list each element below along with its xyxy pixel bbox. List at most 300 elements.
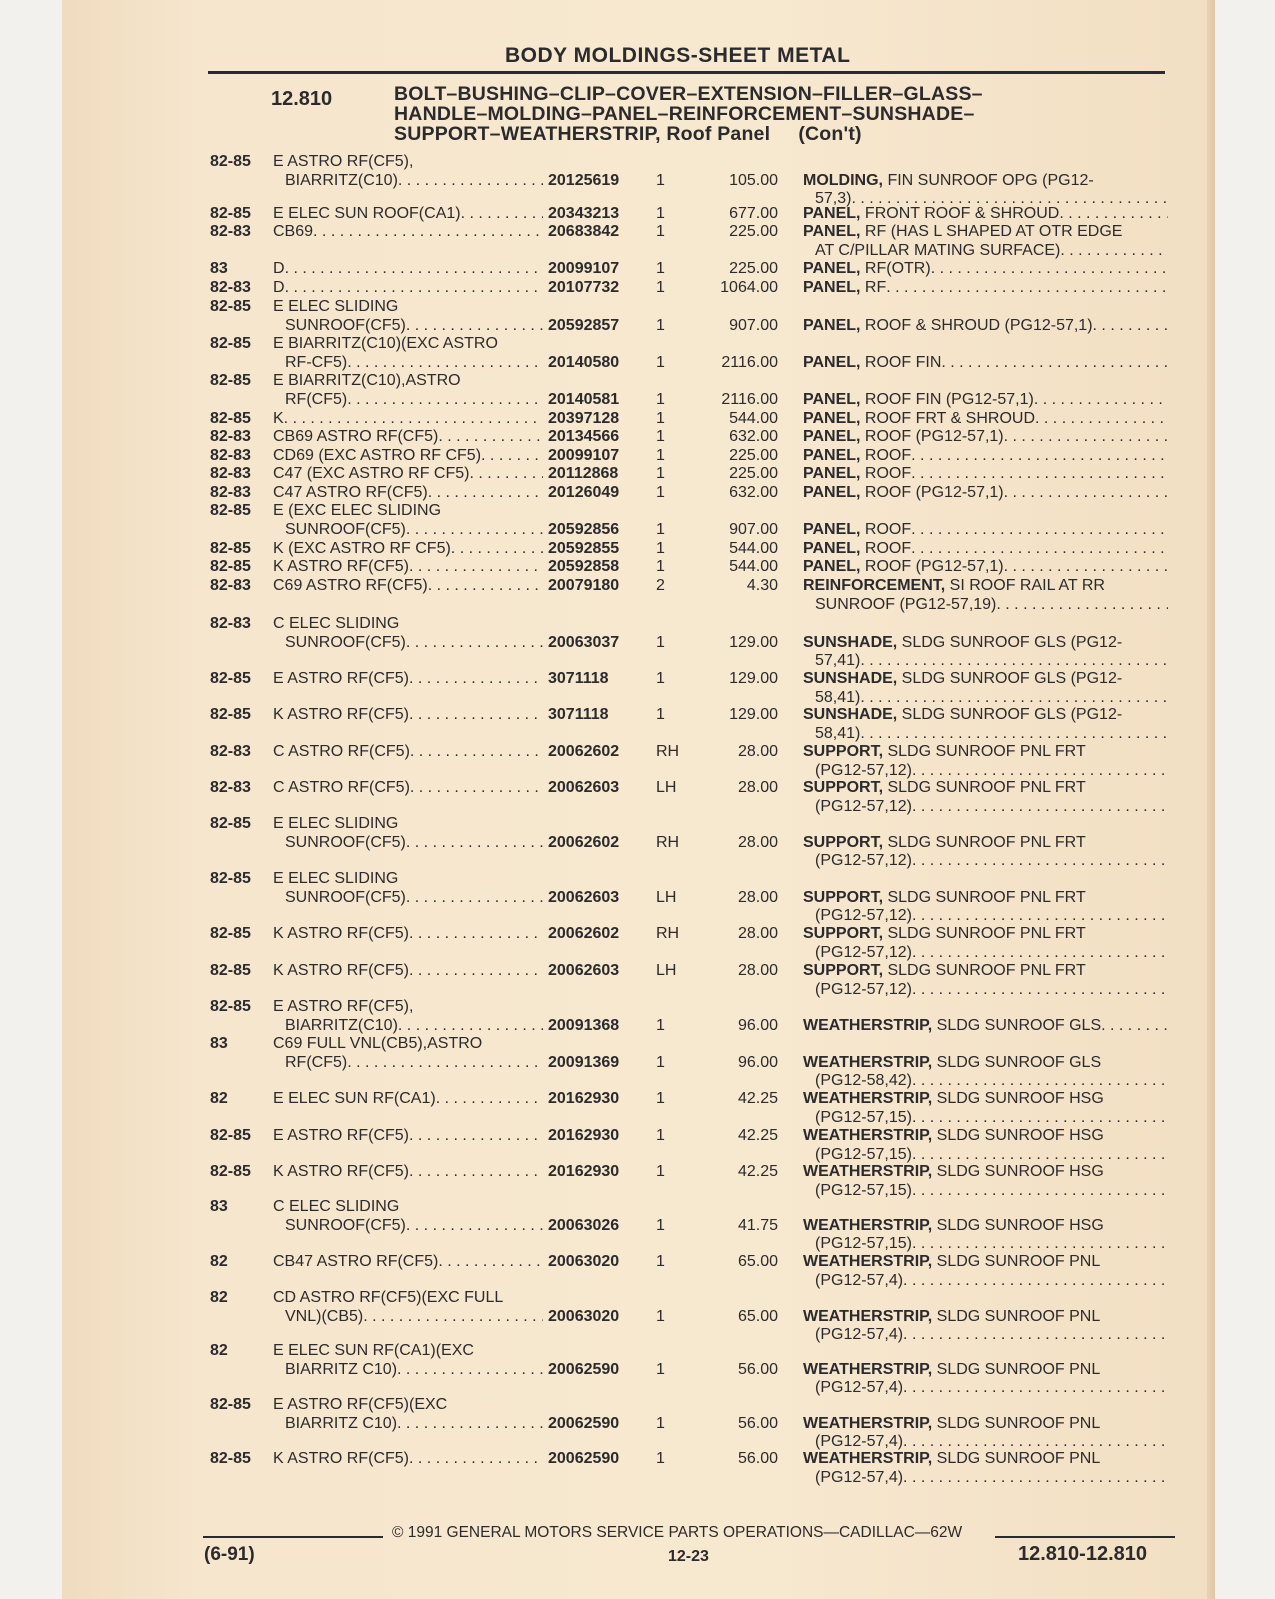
model-line: E (EXC ELEC SLIDING bbox=[273, 502, 442, 519]
model-application bbox=[273, 870, 543, 907]
quantity: RH bbox=[656, 743, 680, 760]
description-head bbox=[803, 410, 1035, 429]
description-line bbox=[803, 521, 1168, 540]
dot-leader bbox=[409, 962, 543, 981]
part-description bbox=[803, 317, 1168, 336]
model-line: C69 FULL VNL(CB5),ASTRO bbox=[273, 1035, 483, 1052]
model-text: SUNROOF(CF5) bbox=[285, 888, 406, 906]
description-text: ROOF bbox=[860, 465, 912, 482]
description-line bbox=[803, 725, 1168, 744]
description-head bbox=[803, 223, 1122, 242]
model-application bbox=[273, 372, 543, 409]
model-years: 82-83 bbox=[210, 279, 251, 296]
description-text: RF bbox=[860, 279, 887, 296]
quantity: 1 bbox=[656, 465, 665, 482]
description-text: (PG12-57,4) bbox=[815, 1271, 904, 1289]
description-line bbox=[803, 354, 1168, 373]
quantity: 1 bbox=[656, 316, 665, 334]
quantity: 1 bbox=[656, 706, 665, 723]
dot-leader bbox=[1093, 317, 1168, 336]
dot-leader bbox=[409, 1163, 543, 1182]
description-head bbox=[803, 354, 941, 373]
part-number: 20107732 bbox=[548, 279, 620, 296]
model-line bbox=[273, 1253, 543, 1272]
part-number: 3071118 bbox=[548, 706, 609, 723]
description-text: (PG12-58,42) bbox=[815, 1072, 912, 1089]
quantity: 1 bbox=[656, 1216, 665, 1234]
dot-leader bbox=[285, 260, 543, 279]
dot-leader bbox=[1060, 242, 1168, 261]
description-head bbox=[803, 577, 1105, 596]
description-text: SLDG SUNROOF GLS bbox=[932, 1053, 1102, 1071]
part-name: PANEL, bbox=[803, 223, 861, 240]
price: 1064.00 bbox=[720, 279, 778, 296]
part-number: 20592858 bbox=[548, 558, 620, 575]
dot-leader bbox=[409, 925, 543, 944]
quantity: 1 bbox=[656, 410, 665, 427]
quantity: 1 bbox=[656, 1307, 665, 1325]
description-head bbox=[803, 558, 1004, 577]
part-name: PANEL, bbox=[803, 484, 861, 501]
part-description bbox=[803, 410, 1168, 429]
dot-leader bbox=[912, 1109, 1168, 1128]
model-line bbox=[273, 834, 543, 853]
price: 907.00 bbox=[729, 316, 778, 334]
part-number: 20062602 bbox=[548, 743, 620, 760]
description-head bbox=[803, 1253, 1100, 1272]
part-number: 20126049 bbox=[548, 484, 620, 501]
part-number: 20062590 bbox=[548, 1450, 620, 1467]
model-years: 82-83 bbox=[210, 447, 251, 464]
description-head bbox=[803, 465, 911, 484]
description-text: 58,41) bbox=[815, 724, 861, 742]
price: 544.00 bbox=[729, 558, 778, 575]
part-number: 20162930 bbox=[548, 1090, 620, 1107]
model-application bbox=[273, 1163, 543, 1182]
model-line bbox=[273, 706, 543, 725]
dot-leader bbox=[903, 1469, 1168, 1488]
description-line bbox=[803, 743, 1168, 762]
part-number: 20062603 bbox=[548, 888, 620, 906]
model-text: C ASTRO RF(CF5) bbox=[273, 779, 410, 796]
part-name: PANEL, bbox=[803, 316, 861, 334]
part-name: WEATHERSTRIP, bbox=[803, 1360, 933, 1378]
model-line: E ASTRO RF(CF5), bbox=[273, 153, 414, 170]
part-number: 20140580 bbox=[548, 353, 620, 371]
model-application bbox=[273, 205, 543, 224]
model-line bbox=[273, 779, 543, 798]
part-description bbox=[803, 447, 1168, 466]
quantity: 1 bbox=[656, 540, 665, 557]
description-line bbox=[803, 1235, 1168, 1254]
model-line bbox=[273, 391, 543, 410]
description-head bbox=[803, 1017, 1101, 1036]
model-text: K bbox=[273, 410, 284, 427]
model-application bbox=[273, 615, 543, 652]
description-text: SLDG SUNROOF PNL bbox=[932, 1450, 1101, 1467]
model-application bbox=[273, 815, 543, 852]
section-title-line: BOLT–BUSHING–CLIP–COVER–EXTENSION–FILLER–GLASS– bbox=[394, 83, 983, 105]
description-head bbox=[803, 521, 911, 540]
model-application bbox=[273, 428, 543, 447]
part-description bbox=[803, 925, 1168, 962]
model-text: SUNROOF(CF5) bbox=[285, 520, 406, 538]
description-text: SLDG SUNROOF PNL FRT bbox=[883, 962, 1086, 979]
dot-leader bbox=[398, 172, 543, 191]
part-number: 20062602 bbox=[548, 925, 620, 942]
model-years: 82 bbox=[210, 1289, 228, 1306]
model-application bbox=[273, 1342, 543, 1379]
dot-leader bbox=[406, 634, 543, 653]
description-text: SLDG SUNROOF HSG bbox=[932, 1216, 1104, 1234]
dot-leader bbox=[1059, 205, 1168, 224]
part-name: WEATHERSTRIP, bbox=[803, 1307, 933, 1325]
description-line bbox=[803, 317, 1168, 336]
page-number: 12-23 bbox=[668, 1548, 709, 1565]
price: 65.00 bbox=[737, 1307, 778, 1325]
description-text: SLDG SUNROOF PNL bbox=[932, 1307, 1101, 1325]
model-years: 82-85 bbox=[210, 153, 251, 170]
model-years: 82 bbox=[210, 1342, 228, 1359]
model-text: BIARRITZ C10) bbox=[285, 1360, 398, 1378]
part-description bbox=[803, 889, 1168, 926]
part-name: SUNSHADE, bbox=[803, 706, 898, 723]
description-line bbox=[803, 925, 1168, 944]
model-line bbox=[273, 428, 543, 447]
price: 42.25 bbox=[737, 1127, 778, 1144]
description-head bbox=[803, 834, 1086, 853]
model-application bbox=[273, 1035, 543, 1072]
model-line bbox=[273, 447, 543, 466]
description-head bbox=[803, 1450, 1100, 1469]
part-description bbox=[803, 834, 1168, 871]
description-text: SLDG SUNROOF HSG bbox=[932, 1163, 1104, 1180]
model-text: BIARRITZ(C10) bbox=[285, 171, 398, 189]
model-text: K ASTRO RF(CF5) bbox=[273, 962, 410, 979]
part-number: 20099107 bbox=[548, 260, 620, 277]
model-text: D bbox=[273, 260, 285, 277]
price: 2116.00 bbox=[721, 390, 778, 408]
dot-leader bbox=[438, 428, 543, 447]
model-years: 82-85 bbox=[210, 1450, 251, 1467]
part-name: REINFORCEMENT, bbox=[803, 577, 946, 594]
description-line bbox=[803, 260, 1168, 279]
model-text: VNL)(CB5) bbox=[285, 1307, 364, 1325]
description-head bbox=[803, 447, 911, 466]
description-line bbox=[803, 1109, 1168, 1128]
quantity: LH bbox=[656, 779, 677, 796]
description-text: SLDG SUNROOF PNL FRT bbox=[883, 833, 1086, 851]
model-text: K ASTRO RF(CF5) bbox=[273, 925, 410, 942]
part-number: 20112868 bbox=[548, 465, 619, 482]
description-text: (PG12-57,12) bbox=[815, 980, 912, 998]
description-text: SLDG SUNROOF GLS bbox=[932, 1016, 1102, 1034]
dot-leader bbox=[398, 1017, 543, 1036]
description-text: (PG12-57,12) bbox=[815, 943, 912, 961]
section-title-line: HANDLE–MOLDING–PANEL–REINFORCEMENT–SUNSHADE– bbox=[394, 103, 975, 125]
price: 632.00 bbox=[729, 484, 778, 501]
description-head bbox=[803, 428, 1004, 447]
description-text: ROOF & SHROUD (PG12-57,1) bbox=[860, 316, 1093, 334]
model-line bbox=[273, 410, 543, 429]
model-text: C47 (EXC ASTRO RF CF5) bbox=[273, 465, 470, 482]
part-description bbox=[803, 391, 1168, 410]
model-years: 82-85 bbox=[210, 205, 251, 222]
model-text: K ASTRO RF(CF5) bbox=[273, 1450, 410, 1467]
model-application bbox=[273, 1396, 543, 1433]
description-text: 57,3) bbox=[815, 190, 852, 207]
dot-leader bbox=[428, 577, 543, 596]
part-name: PANEL, bbox=[803, 520, 861, 538]
part-number: 20592855 bbox=[548, 540, 620, 557]
description-line bbox=[803, 465, 1168, 484]
model-application bbox=[273, 1198, 543, 1235]
quantity: 1 bbox=[656, 1016, 665, 1034]
model-years: 82-85 bbox=[210, 925, 251, 942]
part-name: SUNSHADE, bbox=[803, 670, 898, 687]
part-name: PANEL, bbox=[803, 540, 861, 557]
description-head bbox=[803, 260, 931, 279]
description-text: SLDG SUNROOF PNL bbox=[932, 1253, 1101, 1270]
model-years: 82 bbox=[210, 1090, 228, 1107]
model-line bbox=[273, 1450, 543, 1469]
dot-leader bbox=[941, 354, 1168, 373]
description-head bbox=[803, 743, 1086, 762]
dot-leader bbox=[469, 465, 543, 484]
part-number: 20091368 bbox=[548, 1016, 620, 1034]
dot-leader bbox=[409, 558, 543, 577]
dot-leader bbox=[438, 1253, 543, 1272]
price: 41.75 bbox=[737, 1216, 778, 1234]
description-text: (PG12-57,15) bbox=[815, 1108, 912, 1126]
description-line bbox=[803, 172, 1168, 191]
description-head bbox=[803, 1217, 1104, 1236]
quantity: 1 bbox=[656, 1253, 665, 1270]
model-years: 82-85 bbox=[210, 706, 251, 723]
description-line bbox=[803, 1217, 1168, 1236]
description-text: (PG12-57,4) bbox=[815, 1379, 904, 1396]
dot-leader bbox=[931, 260, 1168, 279]
part-number: 20134566 bbox=[548, 428, 620, 445]
part-description bbox=[803, 1054, 1168, 1091]
footer-rule bbox=[203, 1536, 383, 1538]
description-text: (PG12-57,15) bbox=[815, 1145, 912, 1163]
description-head bbox=[803, 925, 1086, 944]
price: 544.00 bbox=[729, 540, 778, 557]
part-number: 20125619 bbox=[548, 171, 620, 189]
part-number: 20592857 bbox=[548, 316, 620, 334]
part-number: 20343213 bbox=[548, 205, 620, 222]
model-application bbox=[273, 1289, 543, 1326]
description-line bbox=[803, 1017, 1168, 1036]
dot-leader bbox=[903, 1433, 1168, 1452]
part-number: 20063037 bbox=[548, 633, 620, 651]
part-name: PANEL, bbox=[803, 353, 861, 371]
model-years: 83 bbox=[210, 1035, 228, 1052]
description-line bbox=[803, 1072, 1168, 1091]
model-application bbox=[273, 1127, 543, 1146]
quantity: 1 bbox=[656, 205, 665, 222]
price: 28.00 bbox=[737, 833, 778, 851]
model-years: 82-83 bbox=[210, 577, 251, 594]
part-description bbox=[803, 1253, 1168, 1290]
dot-leader bbox=[860, 689, 1168, 708]
model-text: K ASTRO RF(CF5) bbox=[273, 1163, 410, 1180]
dot-leader bbox=[410, 779, 543, 798]
model-application bbox=[273, 540, 543, 559]
dot-leader bbox=[347, 1054, 543, 1073]
quantity: 1 bbox=[656, 1360, 665, 1378]
model-text: K ASTRO RF(CF5) bbox=[273, 706, 410, 723]
model-text: CB69 bbox=[273, 223, 314, 240]
part-description bbox=[803, 172, 1168, 209]
description-head bbox=[803, 670, 1122, 689]
part-description bbox=[803, 743, 1168, 780]
description-text: ROOF bbox=[860, 540, 912, 557]
description-line bbox=[803, 428, 1168, 447]
description-line bbox=[803, 652, 1168, 671]
description-line bbox=[803, 1090, 1168, 1109]
dot-leader bbox=[911, 521, 1168, 540]
part-name: SUNSHADE, bbox=[803, 633, 898, 651]
description-head bbox=[803, 205, 1059, 224]
description-text: SLDG SUNROOF GLS (PG12- bbox=[897, 706, 1123, 723]
quantity: 1 bbox=[656, 558, 665, 575]
model-application bbox=[273, 447, 543, 466]
description-text: (PG12-57,12) bbox=[815, 852, 912, 869]
part-description bbox=[803, 558, 1168, 577]
dot-leader bbox=[285, 279, 543, 298]
model-years: 82-83 bbox=[210, 223, 251, 240]
model-line: E ASTRO RF(CF5), bbox=[273, 998, 414, 1015]
part-description bbox=[803, 706, 1168, 743]
description-line bbox=[803, 689, 1168, 708]
model-years: 82-85 bbox=[210, 410, 251, 427]
quantity: 1 bbox=[656, 428, 665, 445]
model-years: 82-85 bbox=[210, 1127, 251, 1144]
part-number: 20062590 bbox=[548, 1414, 620, 1432]
description-text: (PG12-57,12) bbox=[815, 761, 912, 779]
description-text: FRONT ROOF & SHROUD bbox=[860, 205, 1060, 222]
model-text: RF(CF5) bbox=[285, 390, 348, 408]
dot-leader bbox=[313, 223, 543, 242]
description-text: SLDG SUNROOF PNL FRT bbox=[883, 888, 1086, 906]
price: 225.00 bbox=[729, 260, 778, 277]
description-head bbox=[803, 317, 1093, 336]
description-line bbox=[803, 889, 1168, 908]
part-name: WEATHERSTRIP, bbox=[803, 1216, 933, 1234]
dot-leader bbox=[912, 1146, 1168, 1165]
quantity: LH bbox=[656, 962, 677, 979]
price: 544.00 bbox=[729, 410, 778, 427]
section-title-text: SUPPORT–WEATHERSTRIP, Roof Panel bbox=[394, 123, 771, 145]
dot-leader bbox=[406, 317, 543, 336]
description-head bbox=[803, 889, 1086, 908]
part-name: WEATHERSTRIP, bbox=[803, 1090, 933, 1107]
model-application bbox=[273, 465, 543, 484]
dot-leader bbox=[912, 1182, 1168, 1201]
description-text: (PG12-57,15) bbox=[815, 1181, 912, 1199]
model-line bbox=[273, 1054, 543, 1073]
model-text: D bbox=[273, 279, 285, 296]
part-description bbox=[803, 1090, 1168, 1127]
part-number: 20592856 bbox=[548, 520, 620, 538]
price: 42.25 bbox=[737, 1163, 778, 1180]
part-number: 20683842 bbox=[548, 223, 620, 240]
description-line bbox=[803, 1272, 1168, 1291]
part-number: 20063020 bbox=[548, 1253, 620, 1270]
model-years: 82-85 bbox=[210, 372, 251, 389]
price: 28.00 bbox=[737, 743, 778, 760]
model-text: K (EXC ASTRO RF CF5) bbox=[273, 540, 451, 557]
model-line bbox=[273, 172, 543, 191]
quantity: 1 bbox=[656, 390, 665, 408]
part-name: PANEL, bbox=[803, 410, 861, 427]
price: 28.00 bbox=[737, 962, 778, 979]
part-number: 20079180 bbox=[548, 577, 620, 594]
part-name: PANEL, bbox=[803, 558, 861, 575]
price: 28.00 bbox=[737, 779, 778, 796]
description-text: SLDG SUNROOF PNL bbox=[932, 1414, 1101, 1432]
model-application bbox=[273, 998, 543, 1035]
part-number: 20062603 bbox=[548, 962, 620, 979]
price: 56.00 bbox=[737, 1414, 778, 1432]
description-head bbox=[803, 172, 1094, 191]
part-description bbox=[803, 577, 1168, 614]
model-application bbox=[273, 223, 543, 242]
description-text: ROOF bbox=[860, 520, 912, 538]
part-number: 20062602 bbox=[548, 833, 620, 851]
model-line bbox=[273, 889, 543, 908]
description-line bbox=[803, 558, 1168, 577]
model-line bbox=[273, 1308, 543, 1327]
description-line bbox=[803, 907, 1168, 926]
dot-leader bbox=[347, 391, 543, 410]
description-head bbox=[803, 1361, 1100, 1380]
dot-leader bbox=[912, 762, 1168, 781]
model-line bbox=[273, 484, 543, 503]
part-description bbox=[803, 1450, 1168, 1487]
description-head bbox=[803, 1308, 1100, 1327]
description-line bbox=[803, 391, 1168, 410]
model-text: SUNROOF(CF5) bbox=[285, 633, 406, 651]
model-application bbox=[273, 962, 543, 981]
part-number: 20062603 bbox=[548, 779, 620, 796]
part-name: PANEL, bbox=[803, 390, 861, 408]
dot-leader bbox=[409, 1127, 543, 1146]
model-line bbox=[273, 925, 543, 944]
description-head bbox=[803, 391, 1034, 410]
part-description bbox=[803, 779, 1168, 816]
dot-leader bbox=[397, 1415, 543, 1434]
dot-leader bbox=[406, 1217, 543, 1236]
model-years: 82-85 bbox=[210, 558, 251, 575]
part-description bbox=[803, 260, 1168, 279]
price: 96.00 bbox=[737, 1016, 778, 1034]
description-text: RF (HAS L SHAPED AT OTR EDGE bbox=[860, 223, 1123, 240]
dot-leader bbox=[284, 410, 543, 429]
description-line bbox=[803, 205, 1168, 224]
model-line: E BIARRITZ(C10),ASTRO bbox=[273, 372, 461, 389]
model-application bbox=[273, 1090, 543, 1109]
dot-leader bbox=[912, 852, 1168, 871]
part-name: WEATHERSTRIP, bbox=[803, 1414, 933, 1432]
description-line bbox=[803, 1253, 1168, 1272]
description-head bbox=[803, 1127, 1104, 1146]
part-number: 20091369 bbox=[548, 1053, 620, 1071]
dot-leader bbox=[1004, 428, 1168, 447]
model-line bbox=[273, 634, 543, 653]
